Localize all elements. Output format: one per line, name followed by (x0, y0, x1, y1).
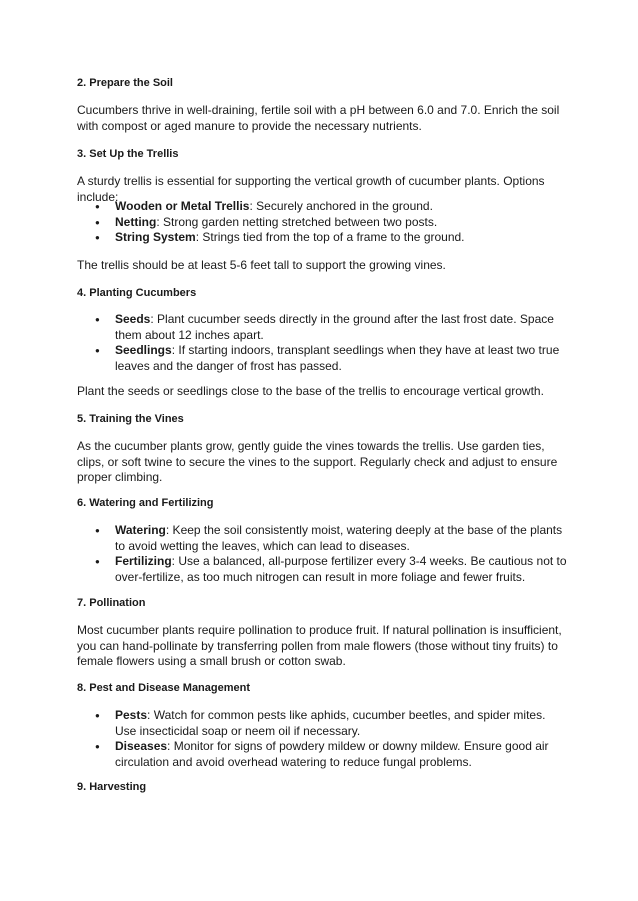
list-item (77, 343, 567, 374)
bullet-text: : Watch for common pests like aphids, cucumber beetles, and spider mites. Use insecticidal soap or neem oil if necessary. (115, 708, 546, 738)
bullet-text: : Use a balanced, all-purpose fertilizer every 3-4 weeks. Be cautious not to over-fertilize, as too much nitrogen can result in more foliage and fewer fruits. (115, 554, 567, 584)
paragraph-pollination: Most cucumber plants require pollination to produce fruit. If natural pollination is insufficient, you can hand-pollinate by transferring pollen from male flowers (those without tiny fruits) to female flowers using a small brush or cotton swab. (77, 623, 562, 668)
bullet-term: Fertilizing (115, 554, 172, 568)
list-item (77, 523, 567, 554)
bullet-text: : Strong garden netting stretched between two posts. (156, 214, 438, 229)
paragraph-trellis-intro: A sturdy trellis is essential for supporting the vertical growth of cucumber plants. Options include: (77, 174, 545, 204)
list-item (77, 554, 567, 585)
bullet-term: Pests (115, 708, 148, 722)
bullet-term: Seedlings (115, 343, 172, 357)
bullet-term: Wooden or Metal Trellis (115, 199, 250, 213)
section-heading-watering: 6. Watering and Fertilizing (77, 497, 214, 509)
bullet-term: Netting (115, 214, 157, 229)
bullet-text: : Plant cucumber seeds directly in the ground after the last frost date. Space them about 12 inches apart. (115, 312, 554, 342)
bullet-text: : Monitor for signs of powdery mildew or downy mildew. Ensure good air circulation and avoid overhead watering to reduce fungal problems. (115, 739, 549, 769)
section-heading-trellis: 3. Set Up the Trellis (77, 148, 179, 160)
bullet-term: Watering (115, 523, 166, 537)
section-heading-harvesting: 9. Harvesting (77, 781, 147, 793)
paragraph-prepare-soil: Cucumbers thrive in well-draining, fertile soil with a pH between 6.0 and 7.0. Enrich the soil with compost or aged manure to provide the necessary nutrients. (77, 103, 560, 133)
list-item (77, 230, 567, 246)
section-heading-pests: 8. Pest and Disease Management (77, 682, 251, 694)
list-item (77, 312, 567, 343)
watering-list (77, 523, 567, 585)
list-item (77, 215, 567, 231)
section-heading-prepare-soil: 2. Prepare the Soil (77, 77, 173, 89)
section-heading-pollination: 7. Pollination (77, 597, 146, 609)
bullet-text: : Strings tied from the top of a frame to the ground. (195, 230, 465, 244)
pests-list (77, 708, 567, 770)
paragraph-planting-note: Plant the seeds or seedlings close to the base of the trellis to encourage vertical growth. (77, 384, 544, 398)
bullet-text: : Securely anchored in the ground. (249, 199, 433, 213)
paragraph-trellis-height: The trellis should be at least 5-6 feet tall to support the growing vines. (77, 258, 446, 272)
trellis-options-list (77, 199, 567, 246)
bullet-term: Diseases (115, 739, 168, 753)
section-heading-planting: 4. Planting Cucumbers (77, 287, 197, 299)
bullet-text: : If starting indoors, transplant seedlings when they have at least two true leaves and the danger of frost has passed. (115, 343, 560, 373)
bullet-text: : Keep the soil consistently moist, watering deeply at the base of the plants to avoid wetting the leaves, which can lead to diseases. (115, 523, 563, 553)
planting-list (77, 312, 567, 374)
list-item (77, 199, 567, 215)
paragraph-training: As the cucumber plants grow, gently guide the vines towards the trellis. Use garden ties, clips, or soft twine to secure the vines to the support. Regularly check and adjust to ensure proper climbing. (77, 439, 558, 484)
section-heading-training: 5. Training the Vines (77, 413, 184, 425)
bullet-term: Seeds (115, 312, 151, 326)
list-item (77, 739, 567, 770)
list-item (77, 708, 567, 739)
bullet-term: String System (115, 230, 196, 244)
